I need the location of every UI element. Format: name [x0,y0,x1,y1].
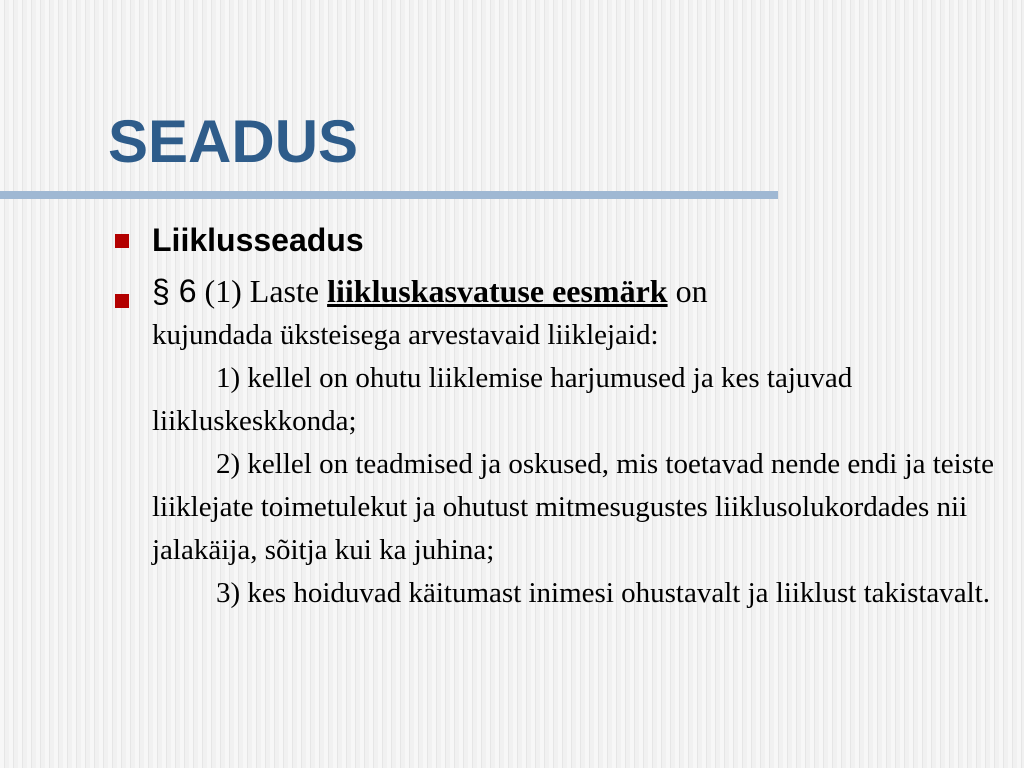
section-number: § 6 [152,273,197,309]
square-bullet-icon [115,234,129,248]
bullet-item-section-6 [112,268,1002,615]
section-intro-line [152,268,1002,314]
intro-emphasis: liikluskasvatuse eesmärk [327,273,668,309]
list-item: 2) kellel on teadmised ja oskused, mis toetavad nende endi ja teiste liiklejate toimetulekut ja ohutust mitmesugustes liiklusolukordades nii jalakäija, sõitja kui ka juhina; [152,448,994,566]
bullet-item-law-name [112,218,1002,262]
title-divider [0,191,778,199]
bullet-list [112,218,1002,615]
intro-tail: on [667,273,708,309]
section-body [152,314,1002,615]
list-item: 1) kellel on ohutu liiklemise harjumused ja kes tajuvad liikluskeskkonda; [152,362,853,437]
intro-lead: (1) Laste [196,273,328,309]
intro-continuation: kujundada üksteisega arvestavaid liiklejaid: [152,319,659,351]
law-name: Liiklusseadus [152,222,364,258]
list-item: 3) kes hoiduvad käitumast inimesi ohustavalt ja liiklust takistavalt. [216,577,991,609]
square-bullet-icon [115,294,129,308]
slide-title: SEADUS [108,108,359,175]
